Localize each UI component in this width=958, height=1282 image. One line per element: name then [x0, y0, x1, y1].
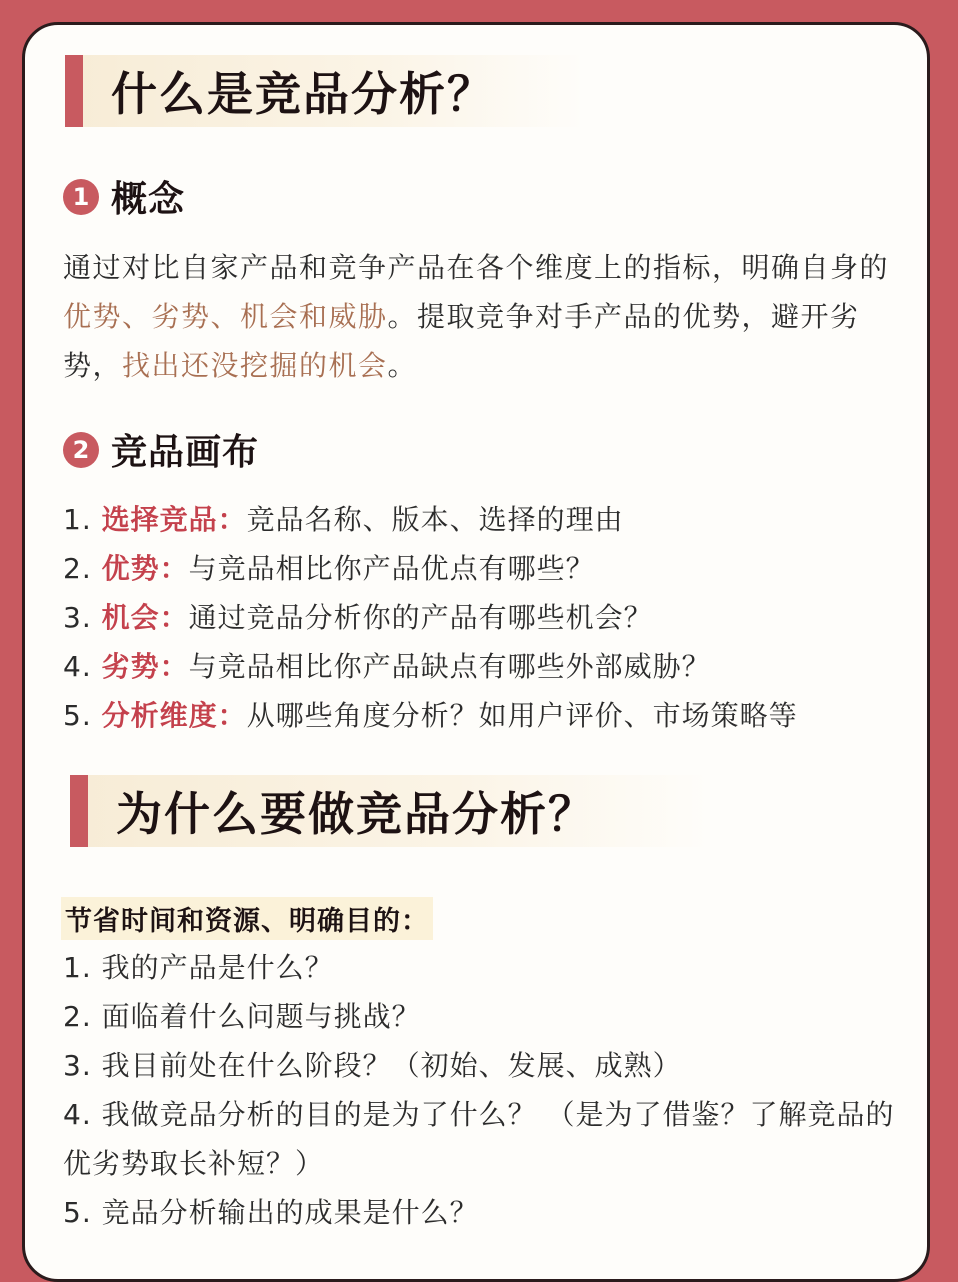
heading-text: 为什么要做竞品分析？: [116, 787, 596, 841]
purpose-list: [63, 943, 913, 1237]
item-text: 与竞品相比你产品缺点有哪些外部威胁？: [188, 650, 711, 683]
subheading-concept: [63, 171, 185, 222]
list-item: 1. 我的产品是什么？: [63, 951, 334, 984]
item-number: 4.: [63, 650, 102, 683]
item-text: 与竞品相比你产品优点有哪些？: [188, 552, 595, 585]
list-item: [63, 642, 913, 691]
content-card: [22, 22, 930, 1282]
concept-text: 。: [387, 349, 418, 382]
item-label: 分析维度：: [101, 699, 247, 732]
list-item: 2. 面临着什么问题与挑战？: [63, 1000, 421, 1033]
concept-text: 。提取竞争对手产品的优势，避开劣势，: [63, 300, 860, 382]
item-number: 3.: [63, 601, 102, 634]
list-item: [63, 544, 913, 593]
section-heading-what: [65, 55, 585, 127]
list-item: 3. 我目前处在什么阶段？（初始、发展、成熟）: [63, 1049, 682, 1082]
number-badge: 2: [63, 432, 99, 468]
item-text: 通过竞品分析你的产品有哪些机会？: [188, 601, 653, 634]
item-number: 2.: [63, 552, 102, 585]
subheading-text: 竞品画布: [111, 432, 260, 473]
list-item: [63, 495, 913, 544]
item-label: 选择竞品：: [101, 503, 247, 536]
concept-paragraph: [63, 243, 903, 390]
item-label: 劣势：: [101, 650, 189, 683]
section-heading-why: [70, 775, 710, 847]
subheading-canvas: [63, 424, 259, 475]
list-item: 4. 我做竞品分析的目的是为了什么？ （是为了借鉴？了解竞品的优劣势取长补短？）: [63, 1098, 895, 1180]
concept-text: 通过对比自家产品和竞争产品在各个维度上的指标，明确自身的: [63, 251, 890, 284]
list-item: 5. 竞品分析输出的成果是什么？: [63, 1196, 479, 1229]
concept-highlight: 优势、劣势、机会和威胁: [63, 300, 388, 333]
list-item: [63, 691, 913, 740]
item-number: 5.: [63, 699, 102, 732]
item-label: 优势：: [101, 552, 189, 585]
item-text: 竞品名称、版本、选择的理由: [246, 503, 624, 536]
concept-highlight: 找出还没挖掘的机会: [122, 349, 388, 382]
item-number: 1.: [63, 503, 102, 536]
heading-text: 什么是竞品分析？: [111, 67, 495, 121]
subheading-text: 概念: [111, 179, 186, 220]
purpose-subtitle: 节省时间和资源、明确目的：: [61, 897, 433, 940]
heading-accent-bar: [70, 775, 88, 847]
item-text: 从哪些角度分析？如用户评价、市场策略等: [246, 699, 798, 732]
item-label: 机会：: [101, 601, 189, 634]
number-badge: 1: [63, 179, 99, 215]
heading-accent-bar: [65, 55, 83, 127]
canvas-list: [63, 495, 913, 740]
list-item: [63, 593, 913, 642]
